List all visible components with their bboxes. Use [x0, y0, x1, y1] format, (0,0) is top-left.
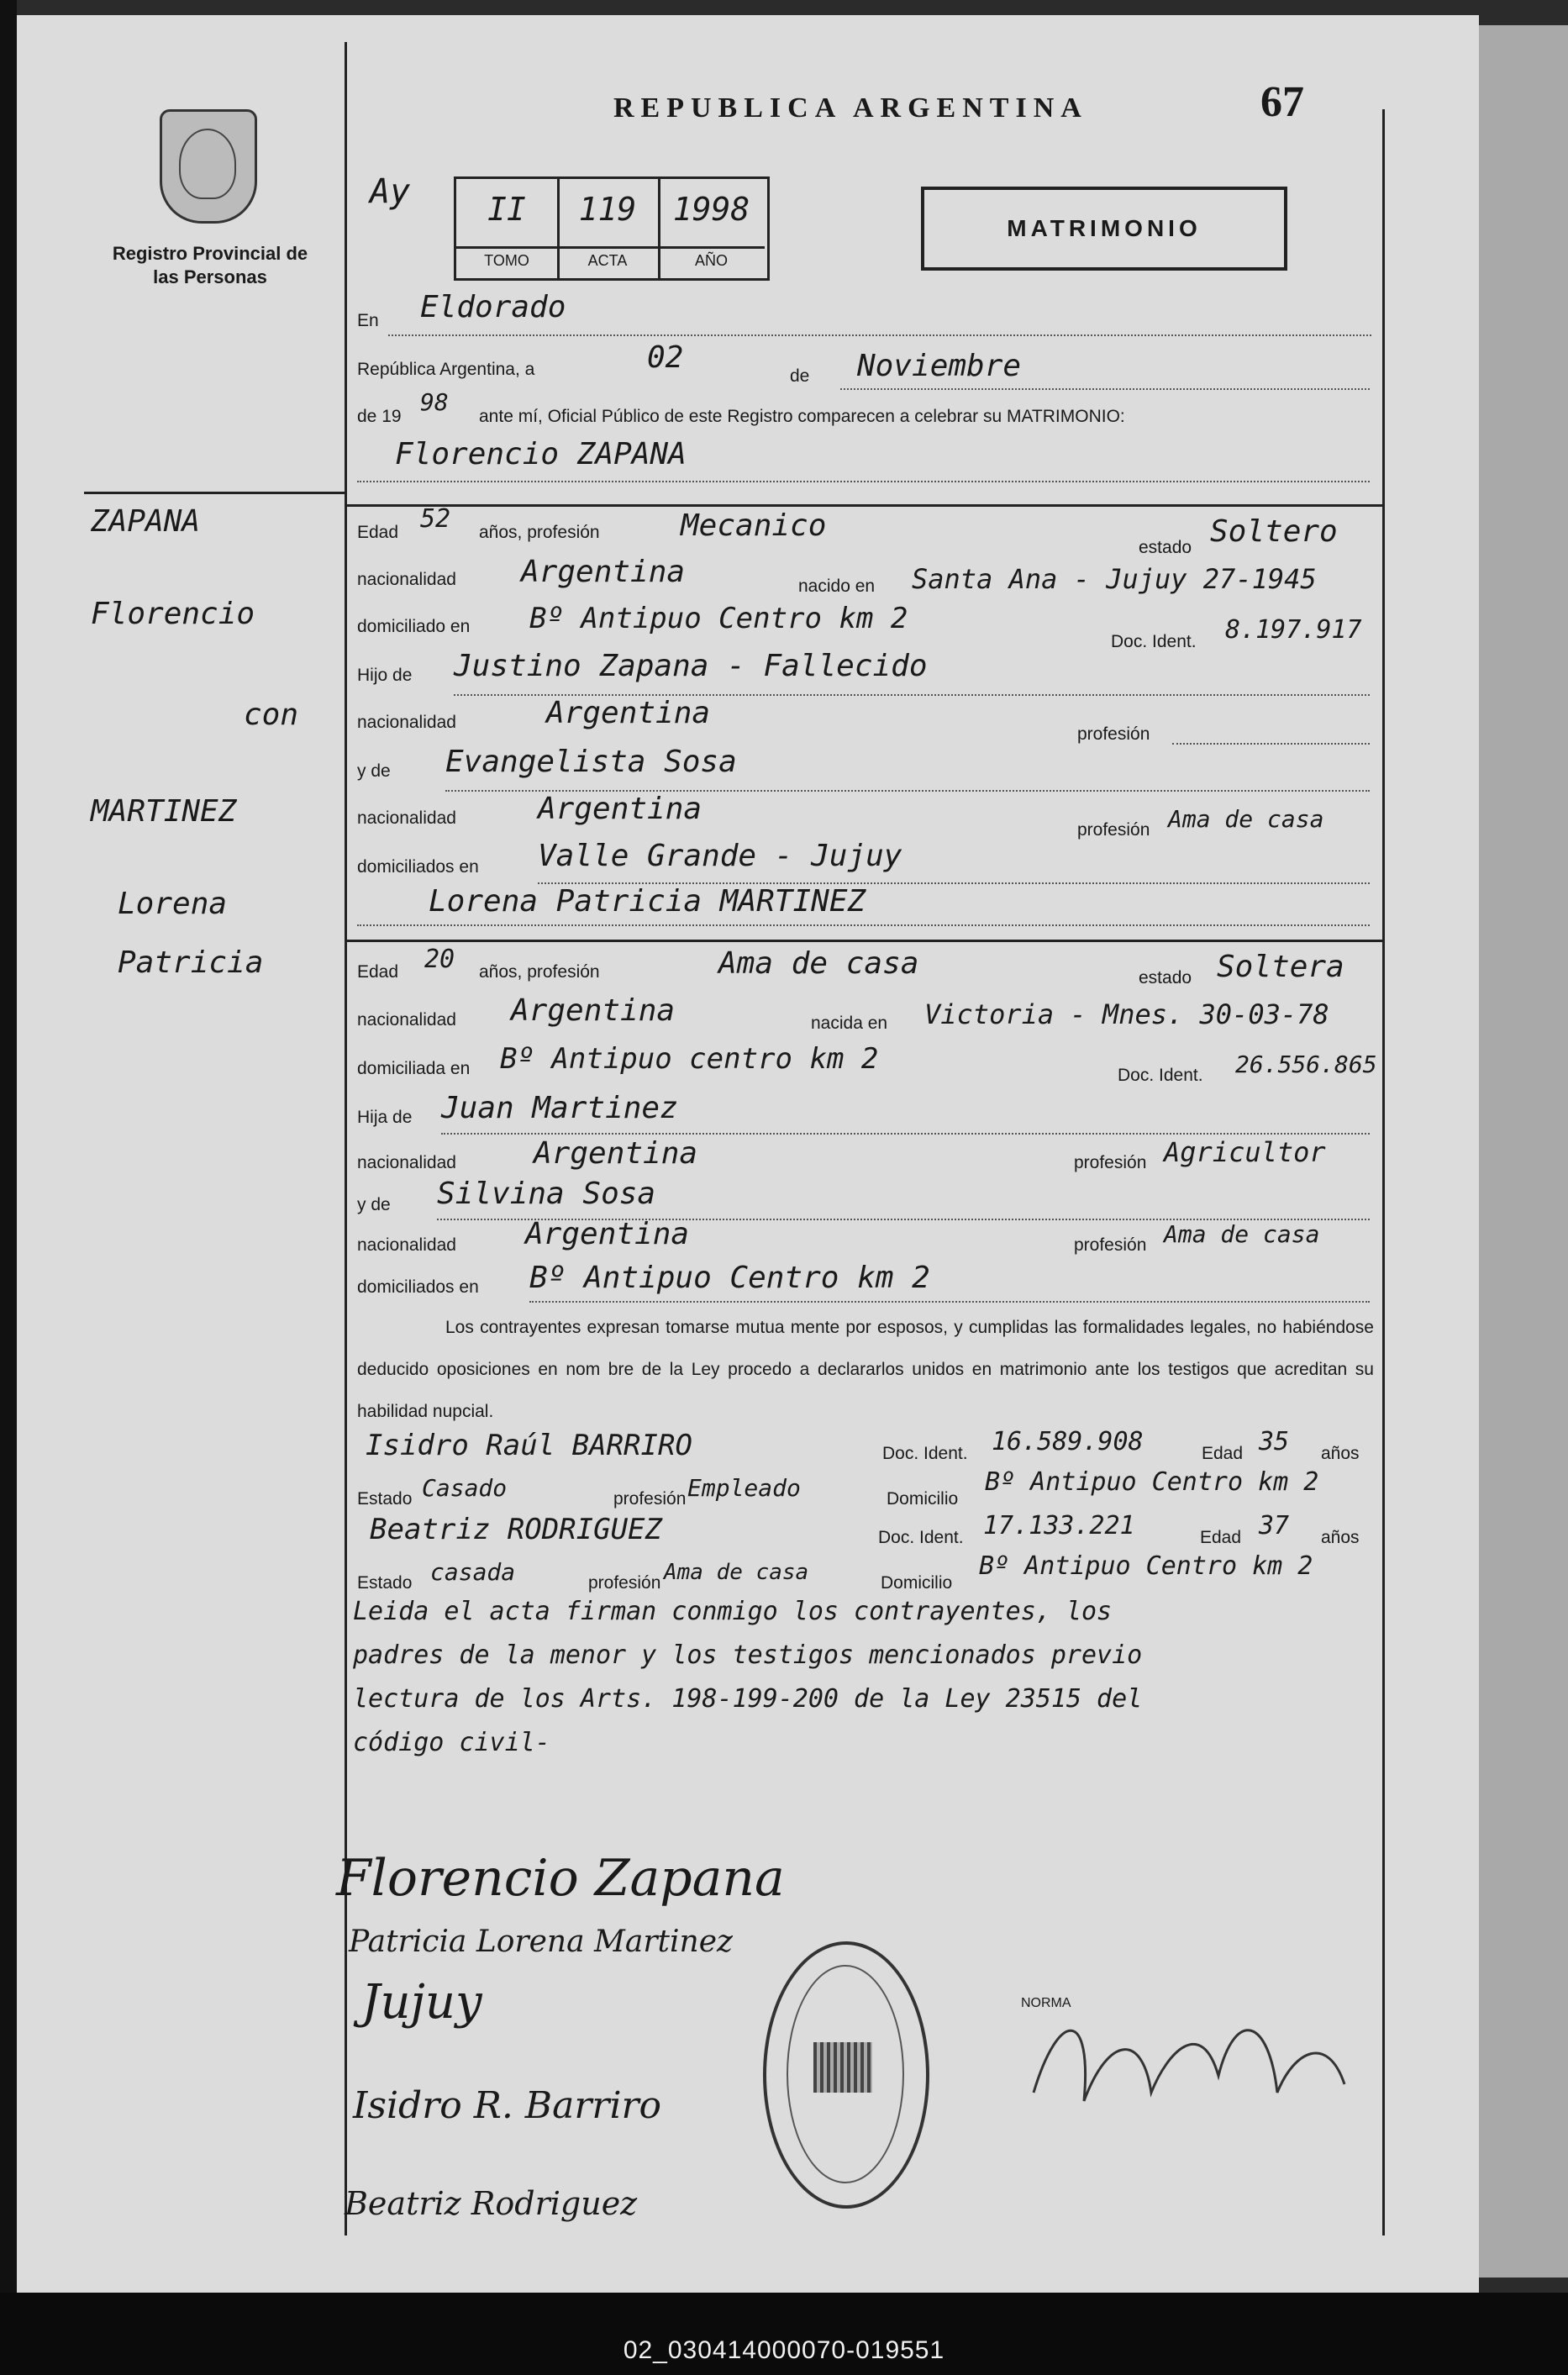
month-line [840, 388, 1370, 390]
groom-edad-label: Edad [357, 523, 399, 542]
bride-nacida-label: nacida en [811, 1014, 888, 1033]
witness1-dom: Bº Antipuo Centro km 2 [985, 1467, 1319, 1497]
stamp-emblem [813, 2042, 872, 2093]
bride-doc-label: Doc. Ident. [1118, 1066, 1203, 1085]
groom-section-rule [345, 504, 1382, 507]
ano-cell [658, 179, 765, 278]
bride-edad-label: Edad [357, 962, 399, 982]
groom-padre: Justino Zapana - Fallecido [454, 649, 928, 683]
witness2-edad-label: Edad [1200, 1528, 1242, 1547]
groom-estado: Soltero [1210, 514, 1338, 549]
note-line-3: lectura de los Arts. 198-199-200 de la Ley 23515 del [353, 1684, 1143, 1714]
republica-label: República Argentina, a [357, 360, 535, 379]
year-prefix: de 19 [357, 407, 402, 426]
groom-dom: Bº Antipuo Centro km 2 [529, 602, 908, 635]
acta-value: 119 [578, 191, 637, 228]
official-signature-mark [1025, 2000, 1361, 2143]
acta-cell [557, 179, 660, 278]
groom-dom-padres: Valle Grande - Jujuy [538, 839, 902, 873]
groom-profesion: Mecanico [681, 508, 827, 543]
bride-padre-prof: Agricultor [1164, 1136, 1326, 1168]
groom-nac-label: nacionalidad [357, 570, 456, 589]
groom-dom-label: domiciliado en [357, 617, 471, 636]
groom-name-line [357, 481, 1370, 482]
groom-yde-label: y de [357, 761, 391, 781]
bride-padre-nac: Argentina [534, 1136, 698, 1171]
witness2-name: Beatriz RODRIGUEZ [370, 1513, 662, 1546]
signature-parent: Jujuy [361, 1975, 482, 2030]
witness1-dom-label: Domicilio [887, 1489, 959, 1509]
page-number: 67 [1260, 78, 1304, 126]
groom-padre-nac-label: nacionalidad [357, 713, 456, 732]
bride-nac: Argentina [511, 993, 676, 1028]
bride-doc: 26.556.865 [1235, 1051, 1377, 1078]
tomo-value: II [487, 191, 526, 228]
bride-yde-label: y de [357, 1195, 391, 1214]
organization-name: Registro Provincial de las Personas [112, 243, 308, 287]
bride-nac-label: nacionalidad [357, 1010, 456, 1030]
witness2-anos-label: años [1321, 1528, 1360, 1547]
witness1-estado: Casado [422, 1474, 508, 1502]
bride-madre: Silvina Sosa [437, 1177, 656, 1211]
place-value: Eldorado [420, 290, 566, 324]
witness2-edad: 37 [1259, 1511, 1290, 1540]
witness2-doc-label: Doc. Ident. [878, 1528, 964, 1547]
margin-con: con [244, 698, 299, 732]
tomo-label: TOMO [456, 246, 557, 270]
bride-madre-nac-label: nacionalidad [357, 1235, 456, 1255]
witness2-prof: Ama de casa [664, 1560, 809, 1585]
witness2-estado: casada [430, 1558, 516, 1586]
witness2-dom: Bº Antipuo Centro km 2 [979, 1551, 1313, 1581]
record-type-box: MATRIMONIO [921, 187, 1287, 271]
bride-profesion: Ama de casa [718, 946, 919, 981]
padre-prof-line [1172, 743, 1370, 745]
bride-padre-nac-label: nacionalidad [357, 1153, 456, 1172]
day-value: 02 [647, 340, 684, 375]
bride-madre-nac: Argentina [525, 1217, 690, 1251]
groom-full-name: Florencio ZAPANA [395, 437, 687, 471]
signature-groom: Florencio Zapana [336, 1849, 785, 1908]
margin-top-rule [84, 492, 345, 494]
witness1-doc-label: Doc. Ident. [882, 1444, 968, 1463]
groom-hijo-label: Hijo de [357, 666, 413, 685]
signature-witness1: Isidro R. Barriro [353, 2084, 662, 2127]
provincial-seal-logo [160, 109, 257, 224]
witness2-estado-label: Estado [357, 1573, 413, 1593]
witness1-name: Isidro Raúl BARRIRO [366, 1429, 692, 1462]
place-line [388, 334, 1371, 336]
witness2-dom-label: Domicilio [881, 1573, 953, 1593]
page-edge [1479, 25, 1568, 2278]
witness1-prof-label: profesión [613, 1489, 687, 1509]
groom-nacido-label: nacido en [798, 577, 876, 596]
groom-doc-label: Doc. Ident. [1111, 632, 1197, 651]
signature-bride: Patricia Lorena Martinez [349, 1925, 733, 1959]
month-value: Noviembre [857, 349, 1022, 383]
bride-nacida: Victoria - Mnes. 30-03-78 [924, 998, 1329, 1030]
register-box [454, 176, 770, 281]
bride-padre-line [441, 1133, 1370, 1135]
note-line-4: código civil- [353, 1728, 550, 1757]
bride-padre-prof-label: profesión [1074, 1153, 1147, 1172]
de-label: de [790, 366, 810, 386]
witness1-edad: 35 [1259, 1427, 1290, 1456]
witness1-anos-label: años [1321, 1444, 1360, 1463]
bride-madre-prof: Ama de casa [1164, 1220, 1320, 1248]
tomo-cell [456, 179, 560, 278]
groom-madre-prof-label: profesión [1077, 820, 1150, 840]
margin-bride-surname: MARTINEZ [91, 794, 237, 829]
groom-madre-nac: Argentina [538, 792, 702, 826]
bride-section-rule [345, 940, 1382, 942]
bride-dom-label: domiciliada en [357, 1059, 471, 1078]
acta-label: ACTA [557, 246, 658, 270]
signature-witness2: Beatriz Rodriguez [345, 2185, 638, 2222]
handwritten-prefix: Ay [370, 172, 411, 211]
bride-estado-label: estado [1139, 968, 1192, 987]
bride-padre: Juan Martinez [441, 1091, 678, 1125]
bride-name-line [357, 924, 1370, 926]
groom-padre-prof-label: profesión [1077, 724, 1150, 744]
en-label: En [357, 311, 379, 330]
declaration-text: Los contrayentes expresan tomarse mutua mente por esposos, y cumplidas las formalidades legales, no habiéndose deducido oposiciones en nom bre de la Ley procedo a declararlos unidos en matrimonio ante los testigos que acreditan su habilidad nupcial. [357, 1318, 1374, 1421]
bride-dom-padres-label: domiciliados en [357, 1277, 479, 1297]
right-margin-rule [1382, 109, 1385, 2235]
bride-dom-padres: Bº Antipuo Centro km 2 [529, 1261, 930, 1295]
bride-dom: Bº Antipuo centro km 2 [500, 1042, 879, 1076]
scan-identifier: 02_030414000070-019551 [623, 2336, 945, 2364]
groom-madre-nac-label: nacionalidad [357, 808, 456, 828]
groom-nacido: Santa Ana - Jujuy 27-1945 [912, 563, 1317, 595]
witness1-doc: 16.589.908 [992, 1427, 1144, 1456]
margin-bride-name1: Lorena [118, 887, 228, 921]
country-title: REPUBLICA ARGENTINA [613, 92, 1088, 124]
margin-bride-name2: Patricia [118, 945, 264, 980]
margin-surname: ZAPANA [91, 504, 201, 539]
groom-madre-prof: Ama de casa [1168, 805, 1324, 833]
note-line-1: Leida el acta firman conmigo los contrayentes, los [353, 1597, 1113, 1626]
bride-edad: 20 [424, 945, 455, 974]
ano-value: 1998 [672, 191, 750, 228]
book-binding [0, 0, 17, 2375]
groom-edad: 52 [420, 504, 451, 534]
groom-madre: Evangelista Sosa [445, 745, 737, 779]
groom-estado-label: estado [1139, 538, 1192, 557]
witness1-estado-label: Estado [357, 1489, 413, 1509]
note-line-2: padres de la menor y los testigos mencionados previo [353, 1640, 1143, 1670]
statement-text: ante mí, Oficial Público de este Registro comparecen a celebrar su MATRIMONIO: [479, 407, 1125, 426]
bride-hija-label: Hija de [357, 1108, 413, 1127]
bride-profesion-label: años, profesión [479, 962, 600, 982]
bride-dom-padres-line [529, 1301, 1370, 1303]
witness2-prof-label: profesión [588, 1573, 661, 1593]
bride-madre-prof-label: profesión [1074, 1235, 1147, 1255]
ano-label: AÑO [658, 246, 765, 270]
bride-full-name: Lorena Patricia MARTINEZ [429, 884, 866, 919]
witness1-edad-label: Edad [1202, 1444, 1244, 1463]
groom-nac: Argentina [521, 555, 686, 589]
groom-doc: 8.197.917 [1225, 615, 1362, 645]
witness2-doc: 17.133.221 [983, 1511, 1135, 1540]
groom-padre-nac: Argentina [546, 696, 711, 730]
witness1-prof: Empleado [687, 1474, 801, 1502]
official-signature: NORMA [1021, 1996, 1071, 2010]
margin-firstname: Florencio [91, 597, 255, 631]
groom-profesion-label: años, profesión [479, 523, 600, 542]
year-suffix: 98 [420, 388, 449, 416]
bride-estado: Soltera [1217, 950, 1344, 984]
groom-dom-padres-label: domiciliados en [357, 857, 479, 877]
